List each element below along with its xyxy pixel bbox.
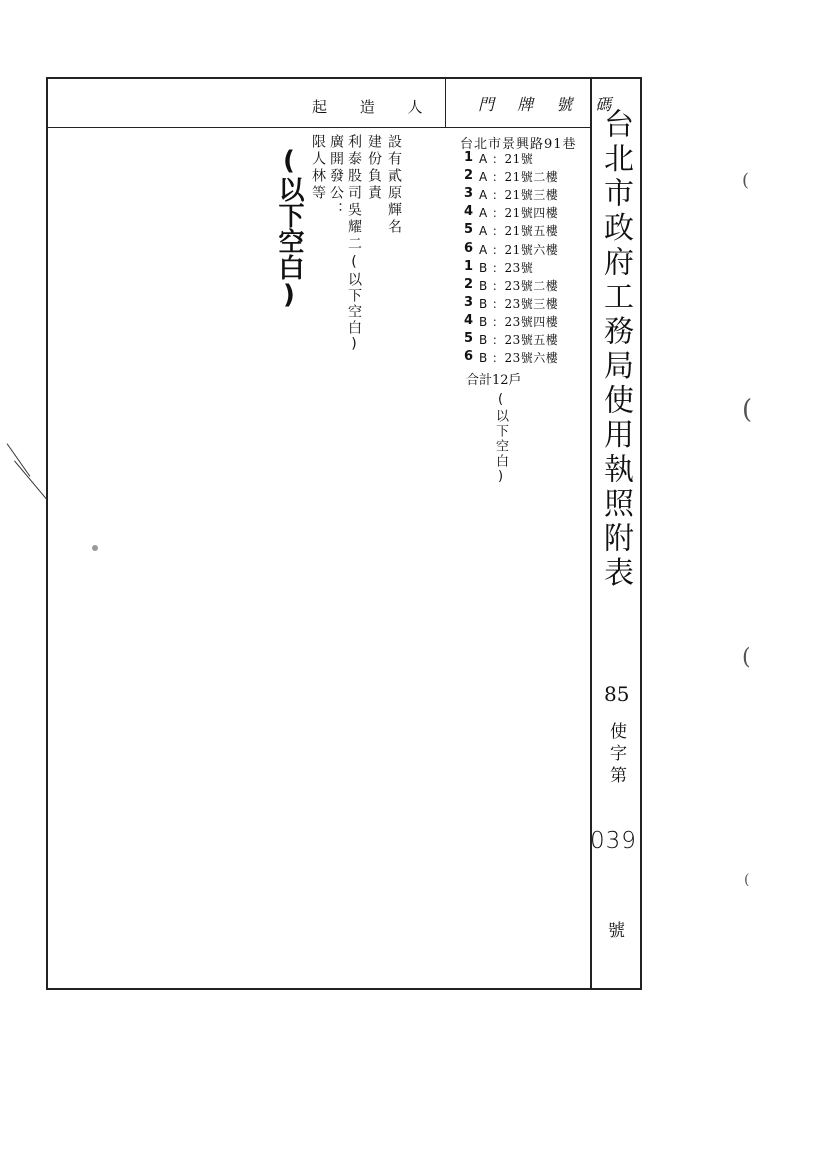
address-detail: ：23號 [492,260,534,275]
scan-mark [14,461,47,500]
permit-number: 039 [590,828,637,854]
address-building: A [479,152,488,166]
address-building: A [479,170,488,185]
address-unit-number: 2 [464,168,474,184]
address-detail: ：21號 [492,152,534,166]
address-building: B [479,314,488,329]
address-detail: ：21號三樓 [492,188,559,203]
permit-type-label: 使字第 [606,722,626,788]
address-unit-number: 4 [464,312,474,328]
address-building: A [479,224,488,239]
address-detail: ：23號五樓 [492,333,559,347]
address-detail: ：23號六樓 [492,351,559,366]
address-building: B [479,260,488,275]
address-detail: ：21號二樓 [492,170,559,185]
header-rule [46,127,592,128]
addresses-end-note: (以下空白) [493,392,508,486]
address-building: B [479,333,488,347]
address-unit-number: 1 [464,150,474,165]
address-building: B [479,351,488,366]
scan-mark [7,443,31,476]
builder-line-3: 利泰股司吳耀二 [346,134,362,253]
address-building: A [479,242,488,257]
address-unit-number: 5 [464,331,474,346]
address-detail: ：21號四樓 [492,206,559,221]
builder-line-3-note: (以下空白) [346,254,362,354]
address-detail: ：21號六樓 [492,242,559,257]
permit-year: 85 [604,682,630,706]
builders-end-note: (以下空白) [274,146,304,310]
address-unit-number: 3 [464,294,474,310]
address-detail: ：23號三樓 [492,296,559,311]
builder-line-4: 廣開發公： [328,134,344,219]
address-unit-number: 3 [464,186,474,202]
scan-mark: ( [744,872,750,888]
address-unit-number: 2 [464,276,474,292]
address-unit-number: 6 [464,349,474,365]
address-detail: ：21號五樓 [492,224,559,239]
header-column-divider [445,77,446,128]
form-title: 台北市政府工務局使用執照附表 [598,108,633,591]
scan-mark: ( [742,170,750,191]
unit-total: 合計12戶 [466,373,522,388]
door-number-header: 門 牌 號 碼 [478,95,621,114]
scan-mark [92,545,98,551]
builder-line-5: 限人林等 [310,134,326,202]
address-unit-number: 6 [464,240,474,256]
street-name: 台北市景興路91巷 [460,137,577,152]
address-unit-number: 4 [464,204,474,220]
scan-mark: ( [742,395,753,425]
builder-line-1: 設有貳原輝名 [386,134,402,236]
address-building: B [479,278,488,293]
builder-line-2: 建份負責 [366,134,382,202]
address-unit-number: 5 [464,222,474,238]
address-building: B [479,296,488,311]
scan-mark: ( [742,645,751,670]
address-detail: ：23號四樓 [492,314,559,329]
builder-header: 起 造 人 [312,98,437,116]
address-building: A [479,206,488,221]
address-detail: ：23號二樓 [492,278,559,293]
address-building: A [479,188,488,203]
permit-number-suffix: 號 [608,921,625,941]
address-unit-number: 1 [464,258,474,274]
